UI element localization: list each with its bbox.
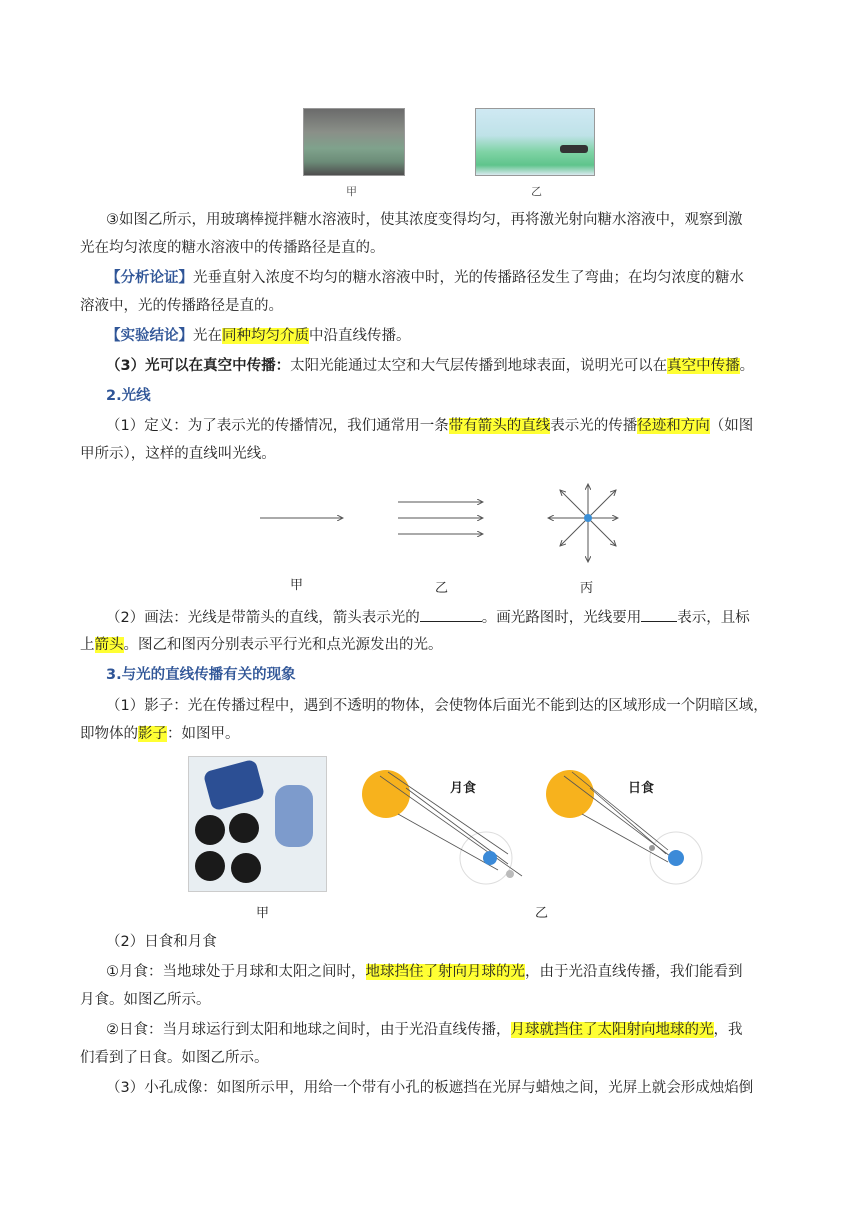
lunar-post: ，由于光沿直线传播，我们能看到: [525, 964, 743, 980]
hand-shadow-photo: [188, 756, 327, 892]
drawing-pre: （2）画法：光线是带箭头的直线，箭头表示光的: [106, 610, 420, 626]
shadow-pre: 即物体的: [80, 726, 138, 742]
sugar-solution-photo-b: [475, 108, 595, 176]
definition-post: （如图: [709, 418, 754, 434]
ray-diagram: [250, 480, 620, 570]
solar-line2: 们看到了日食。如图乙所示。: [80, 1050, 269, 1066]
shadow-post: ：如图甲。: [167, 726, 240, 742]
lunar-eclipse-label: 月食: [450, 781, 477, 796]
analysis-tag: 【分析论证】: [106, 270, 193, 286]
analysis-text: 光垂直射入浓度不均匀的糖水溶液中时，光的传播路径发生了弯曲；在均匀浓度的糖水: [193, 270, 744, 286]
sun: [546, 770, 594, 818]
caption-yi-rays: 乙: [435, 581, 449, 596]
lunar-eclipse-diagram: [358, 766, 534, 888]
caption-jia-top: 甲: [346, 185, 357, 198]
definition-line2: 甲所示），这样的直线叫光线。: [80, 446, 276, 462]
sugar-solution-photo-a: [303, 108, 405, 176]
lunar-line1: [106, 962, 786, 982]
conclusion-tag: 【实验结论】: [106, 328, 193, 344]
drawing-b-pre: 上: [80, 637, 95, 653]
solar-eclipse-label: 日食: [628, 781, 655, 796]
drawing-line2: [80, 635, 786, 655]
earth: [668, 850, 684, 866]
eclipse-heading: （2）日食和月食: [106, 934, 217, 950]
definition-line1: [106, 416, 786, 436]
definition-highlight-2: 径迹和方向: [637, 418, 710, 434]
moon: [649, 845, 655, 851]
shadow-line1: （1）影子：光在传播过程中，遇到不透明的物体，会使物体后面光不能到达的区域形成一个阴暗区域，: [106, 698, 768, 714]
point-source: [584, 514, 592, 522]
earth: [483, 851, 497, 865]
definition-pre: （1）定义：为了表示光的传播情况，我们通常用一条: [106, 418, 449, 434]
drawing-line1: [106, 607, 786, 628]
vacuum-highlight: 真空中传播: [667, 358, 740, 374]
drawing-mid: 。画光路图时，光线要用: [481, 610, 642, 626]
drawing-b-post: 。图乙和图丙分别表示平行光和点光源发出的光。: [123, 637, 443, 653]
sun: [362, 770, 410, 818]
blank-1: [420, 607, 482, 622]
caption-yi-top: 乙: [531, 185, 542, 198]
shadow-highlight: 影子: [138, 726, 167, 742]
conclusion-line: [106, 326, 786, 346]
caption-bing-rays: 丙: [580, 581, 594, 596]
drawing-highlight: 箭头: [94, 637, 124, 653]
conclusion-pre: 光在: [193, 328, 222, 344]
vacuum-lead: （3）光可以在真空中传播：: [106, 358, 291, 374]
shadow-line2: [80, 724, 786, 744]
analysis-line2: 溶液中，光的传播路径是直的。: [80, 298, 283, 314]
analysis-line1: [106, 268, 786, 288]
blank-2: [641, 607, 677, 622]
lunar-highlight: 地球挡住了射向月球的光: [365, 964, 525, 980]
moon: [506, 870, 514, 878]
caption-jia-shadow: 甲: [256, 906, 270, 921]
drawing-post: 表示，且标: [677, 610, 750, 626]
paragraph-3-line1: ③如图乙所示，用玻璃棒搅拌糖水溶液时，使其浓度变得均匀，再将激光射向糖水溶液中，观察到激: [106, 212, 743, 228]
vacuum-pre: 太阳光能通过太空和大气层传播到地球表面，说明光可以在: [290, 358, 668, 374]
heading-phenomena: 3.与光的直线传播有关的现象: [106, 667, 296, 683]
lunar-line2: 月食。如图乙所示。: [80, 992, 211, 1008]
caption-jia-rays: 甲: [290, 578, 304, 593]
point-source-rays: [548, 484, 618, 562]
parallel-rays: [398, 502, 483, 534]
solar-pre: ②日食：当月球运行到太阳和地球之间时，由于光沿直线传播，: [106, 1022, 511, 1038]
pinhole-line: （3）小孔成像：如图所示甲，用给一个带有小孔的板遮挡在光屏与蜡烛之间，光屏上就会形成烛焰倒: [106, 1080, 754, 1096]
definition-mid: 表示光的传播: [550, 418, 638, 434]
heading-light-ray: 2.光线: [106, 388, 151, 404]
vacuum-post: 。: [739, 358, 755, 374]
solar-post: ，我: [713, 1022, 743, 1038]
solar-line1: [106, 1020, 786, 1040]
conclusion-post: 中沿直线传播。: [309, 328, 411, 344]
caption-yi-eclipse: 乙: [535, 906, 549, 921]
definition-highlight-1: 带有箭头的直线: [448, 418, 551, 434]
lunar-pre: ①月食：当地球处于月球和太阳之间时，: [106, 964, 366, 980]
solar-highlight: 月球就挡住了太阳射向地球的光: [510, 1022, 714, 1038]
paragraph-3-line2: 光在均匀浓度的糖水溶液中的传播路径是直的。: [80, 240, 385, 256]
conclusion-highlight: 同种均匀介质: [222, 328, 309, 344]
vacuum-line: [106, 356, 786, 376]
